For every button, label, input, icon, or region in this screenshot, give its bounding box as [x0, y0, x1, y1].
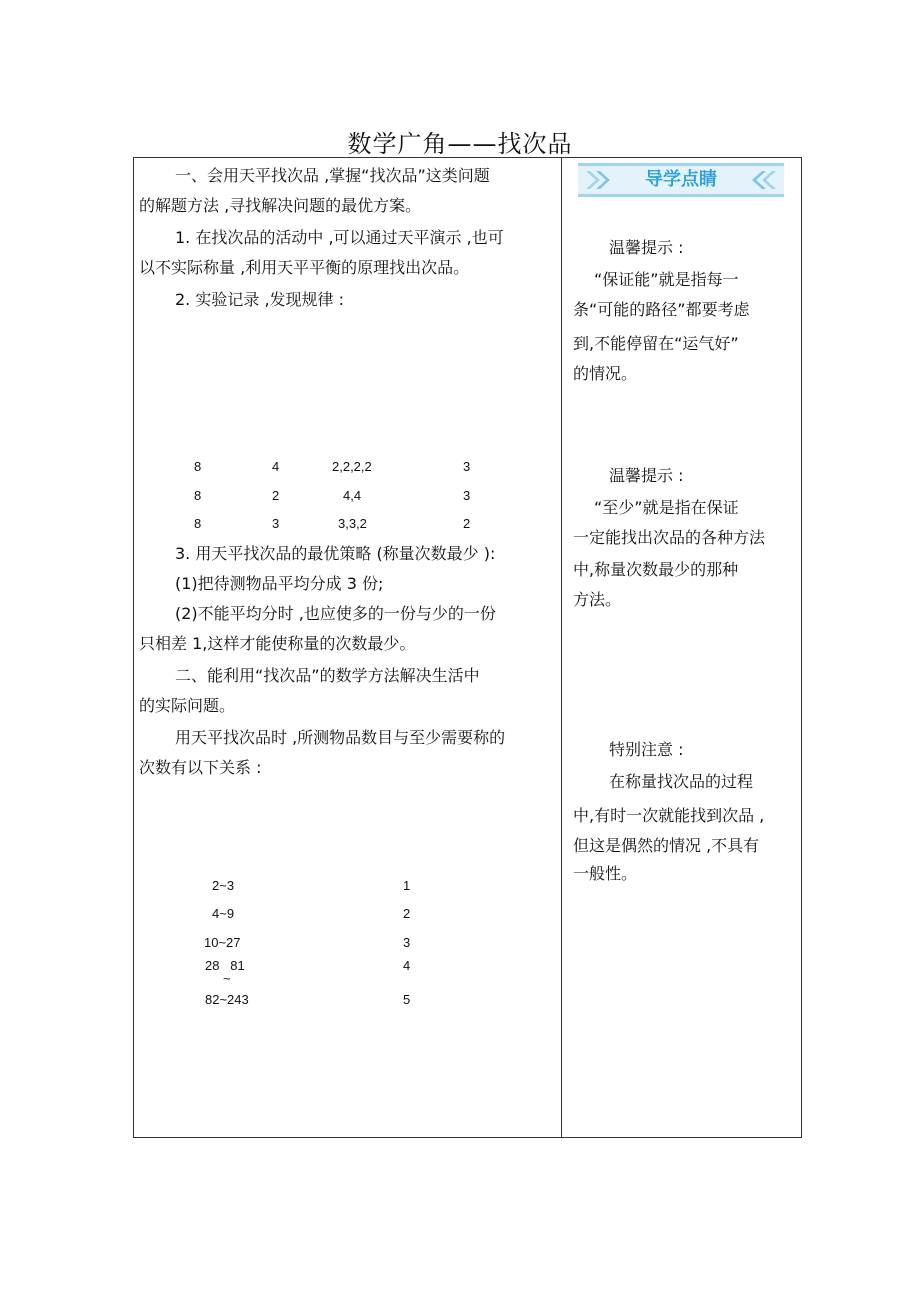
tip-2-heading: 温馨提示 :	[609, 466, 684, 485]
relation-count: 2	[403, 906, 411, 921]
relation-count: 3	[403, 935, 411, 950]
paragraph-2-line-1: 1. 在找次品的活动中 ,可以通过天平演示 ,也可	[175, 228, 504, 247]
tip-1-line-1: “保证能”就是指每一	[594, 270, 739, 289]
relation-range: 82~243	[205, 992, 249, 1007]
paragraph-6-line-1: (2)不能平均分时 ,也应使多的一份与少的一份	[175, 604, 496, 623]
relation-count: 1	[403, 878, 411, 893]
record-cell: 4,4	[343, 488, 362, 503]
paragraph-7-line-2: 的实际问题。	[139, 696, 236, 715]
paragraph-4: 3. 用天平找次品的最优策略 (称量次数最少 ):	[175, 544, 496, 563]
paragraph-7-line-1: 二、能利用“找次品”的数学方法解决生活中	[175, 666, 480, 685]
record-cell: 3	[463, 459, 471, 474]
relation-range: 28 81	[205, 958, 245, 973]
tip-3-line-4: 一般性。	[573, 864, 638, 883]
record-cell: 3	[463, 488, 471, 503]
tip-3-line-2: 中,有时一次就能找到次品 ,	[573, 806, 765, 825]
paragraph-3: 2. 实验记录 ,发现规律 :	[175, 290, 345, 309]
relation-range: 10~27	[204, 935, 241, 950]
record-cell: 3	[272, 516, 280, 531]
record-cell: 2	[463, 516, 471, 531]
tip-2-line-1: “至少”就是指在保证	[594, 498, 739, 517]
paragraph-8-line-2: 次数有以下关系 :	[139, 758, 262, 777]
paragraph-5: (1)把待测物品平均分成 3 份;	[175, 574, 384, 593]
record-cell: 8	[194, 516, 202, 531]
record-cell: 8	[194, 488, 202, 503]
tip-2-line-3: 中,称量次数最少的那种	[573, 560, 739, 579]
page-title: 数学广角——找次品	[347, 130, 573, 158]
column-divider	[561, 157, 562, 1138]
record-cell: 4	[272, 459, 280, 474]
tip-1-line-2: 条“可能的路径”都要考虑	[573, 300, 750, 319]
relation-range: 4~9	[212, 906, 235, 921]
tip-1-line-3: 到,不能停留在“运气好”	[573, 334, 739, 353]
paragraph-1-line-2: 的解题方法 ,寻找解决问题的最优方案。	[139, 196, 422, 215]
record-cell: 2	[272, 488, 280, 503]
relation-tilde: ~	[223, 971, 231, 986]
record-cell: 3,3,2	[338, 516, 367, 531]
tip-2-line-2: 一定能找出次品的各种方法	[573, 528, 766, 547]
banner-title: 导学点睛	[645, 169, 717, 190]
paragraph-1-line-1: 一、会用天平找次品 ,掌握“找次品”这类问题	[175, 166, 490, 185]
tip-2-line-4: 方法。	[573, 590, 622, 609]
tip-3-line-3: 但这是偶然的情况 ,不具有	[573, 836, 760, 855]
tip-1-heading: 温馨提示 :	[609, 238, 684, 257]
record-cell: 8	[194, 459, 202, 474]
relation-range: 2~3	[212, 878, 235, 893]
tip-3-heading: 特别注意 :	[609, 740, 684, 759]
paragraph-2-line-2: 以不实际称量 ,利用天平平衡的原理找出次品。	[139, 258, 470, 277]
relation-count: 5	[403, 992, 411, 1007]
relation-count: 4	[403, 958, 411, 973]
paragraph-8-line-1: 用天平找次品时 ,所测物品数目与至少需要称的	[175, 728, 506, 747]
tip-1-line-4: 的情况。	[573, 364, 638, 383]
record-cell: 2,2,2,2	[332, 459, 372, 474]
tip-3-line-1: 在称量找次品的过程	[609, 772, 754, 791]
paragraph-6-line-2: 只相差 1,这样才能使称量的次数最少。	[139, 634, 416, 653]
